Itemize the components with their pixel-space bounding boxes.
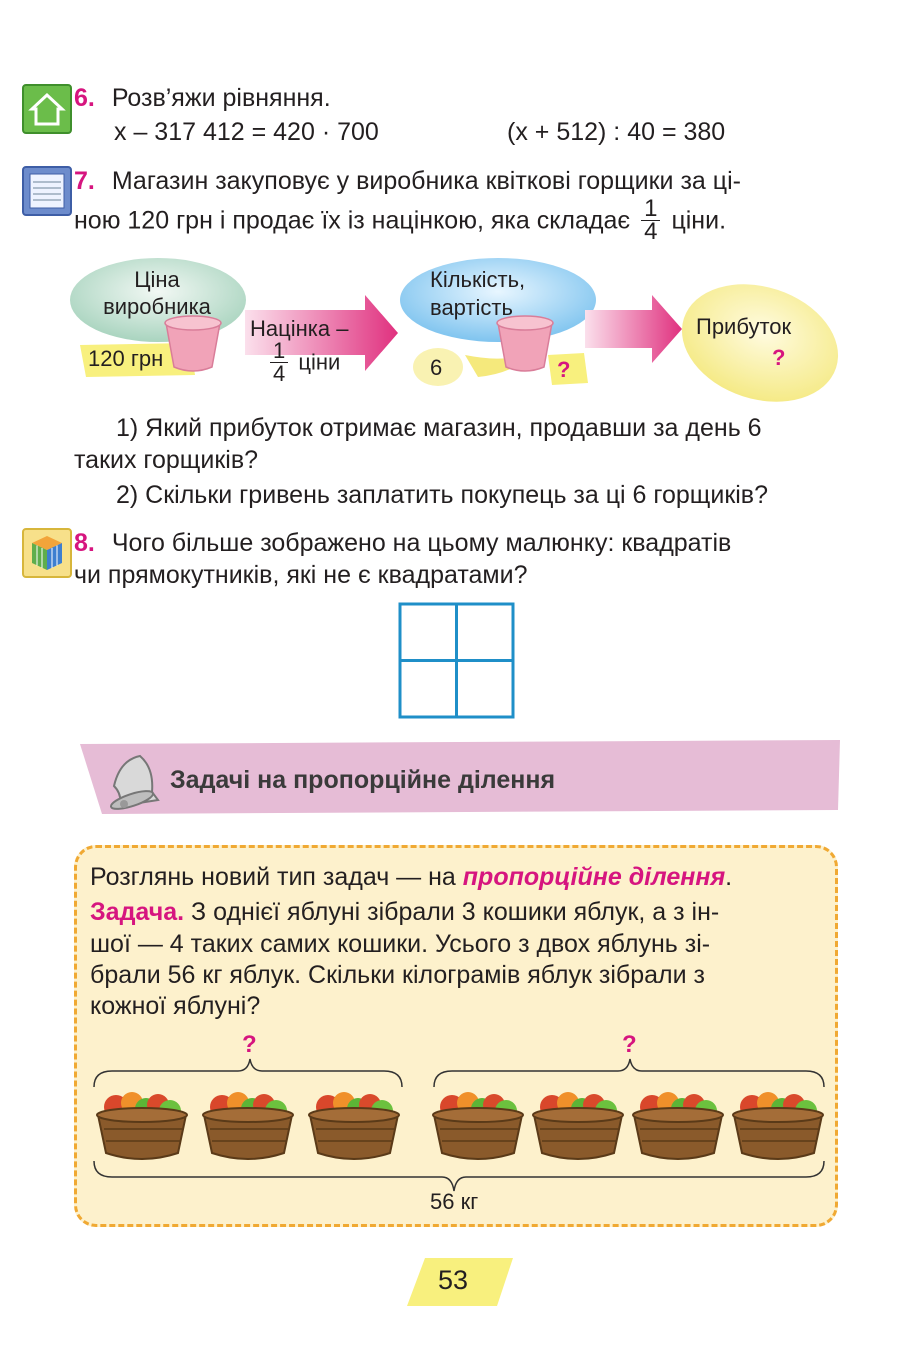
price-tag-label: 120 грн [88,346,164,371]
profit-arrow [585,295,682,363]
bell-icon [100,748,164,812]
squares-figure [398,602,516,720]
rubiks-cube-icon [22,528,72,578]
flower-pot-2 [497,316,553,371]
profit-label: Прибуток [696,314,792,339]
total-weight: 56 кг [430,1189,479,1214]
markup-label: Націнка – [250,316,349,341]
left-brace [94,1059,402,1087]
home-icon [22,84,72,134]
task6-equation-2: (x + 512) : 40 = 380 [507,118,726,146]
task6-equation-1: x – 317 412 = 420 · 700 [114,118,379,146]
task7-question2: 2) Скільки гривень заплатить покупець за ці 6 горщиків? [116,481,768,509]
notebook-icon [22,166,72,216]
box-task-line2: шої — 4 таких самих кошики. Усього з двох яблунь зі- [90,930,711,958]
box-task-line4: кожної яблуні? [90,992,261,1020]
task6-title: 6. Розв’яжи рівняння. [74,84,331,112]
quantity-label: Кількість, вартість [430,267,526,320]
page-number: 53 [438,1265,469,1295]
apple-baskets [88,1085,832,1165]
task7-number: 7. [74,167,95,195]
right-brace [434,1059,824,1087]
right-unknown: ? [622,1031,637,1058]
basket-5 [533,1092,623,1159]
task6-number: 6. [74,84,95,112]
section-title: Задачі на пропорційне ділення [170,766,556,794]
basket-3 [309,1092,399,1159]
unknown-value: ? [557,357,571,382]
task8-line2: чи прямокутників, які не є квадратами? [74,561,528,589]
markup-fraction-label: $\frac{1}{4}$ ціни [266,340,340,385]
basket-6 [633,1092,723,1159]
task8-line1: 8. Чого більше зображено на цьому малюнку: квадратів [74,529,732,557]
task7-line2: ною 120 грн і продає їх із націнкою, яка складає $\frac{1}{4}$ ціни. [74,195,727,245]
basket-4 [433,1092,523,1159]
basket-2 [203,1092,293,1159]
task7-question1-line2: таких горщиків? [74,446,259,474]
left-unknown: ? [242,1031,257,1058]
basket-7 [733,1092,823,1159]
profit-unknown: ? [772,345,786,370]
bottom-brace [94,1161,824,1191]
task7-question1-line1: 1) Який прибуток отримає магазин, продавши за день 6 [116,414,762,442]
count-label: 6 [430,355,443,380]
box-intro: Розглянь новий тип задач — на пропорційне ділення. [90,863,733,891]
basket-1 [97,1092,187,1159]
task7-fraction: $\frac{1}{4}$ [641,198,660,243]
task-label: Задача. [90,898,185,926]
task7-line1: 7. Магазин закуповує у виробника квіткові горщики за ці- [74,167,741,195]
box-task-line1: Задача. З однієї яблуні зібрали 3 кошики яблук, а з ін- [90,898,720,926]
box-task-line3: брали 56 кг яблук. Скільки кілограмів яблук зібрали з [90,961,706,989]
highlight-term: пропорційне ділення [462,863,726,891]
flower-pot-1 [165,316,221,371]
task8-number: 8. [74,529,95,557]
producer-price-label: Ціна виробника [103,267,211,319]
